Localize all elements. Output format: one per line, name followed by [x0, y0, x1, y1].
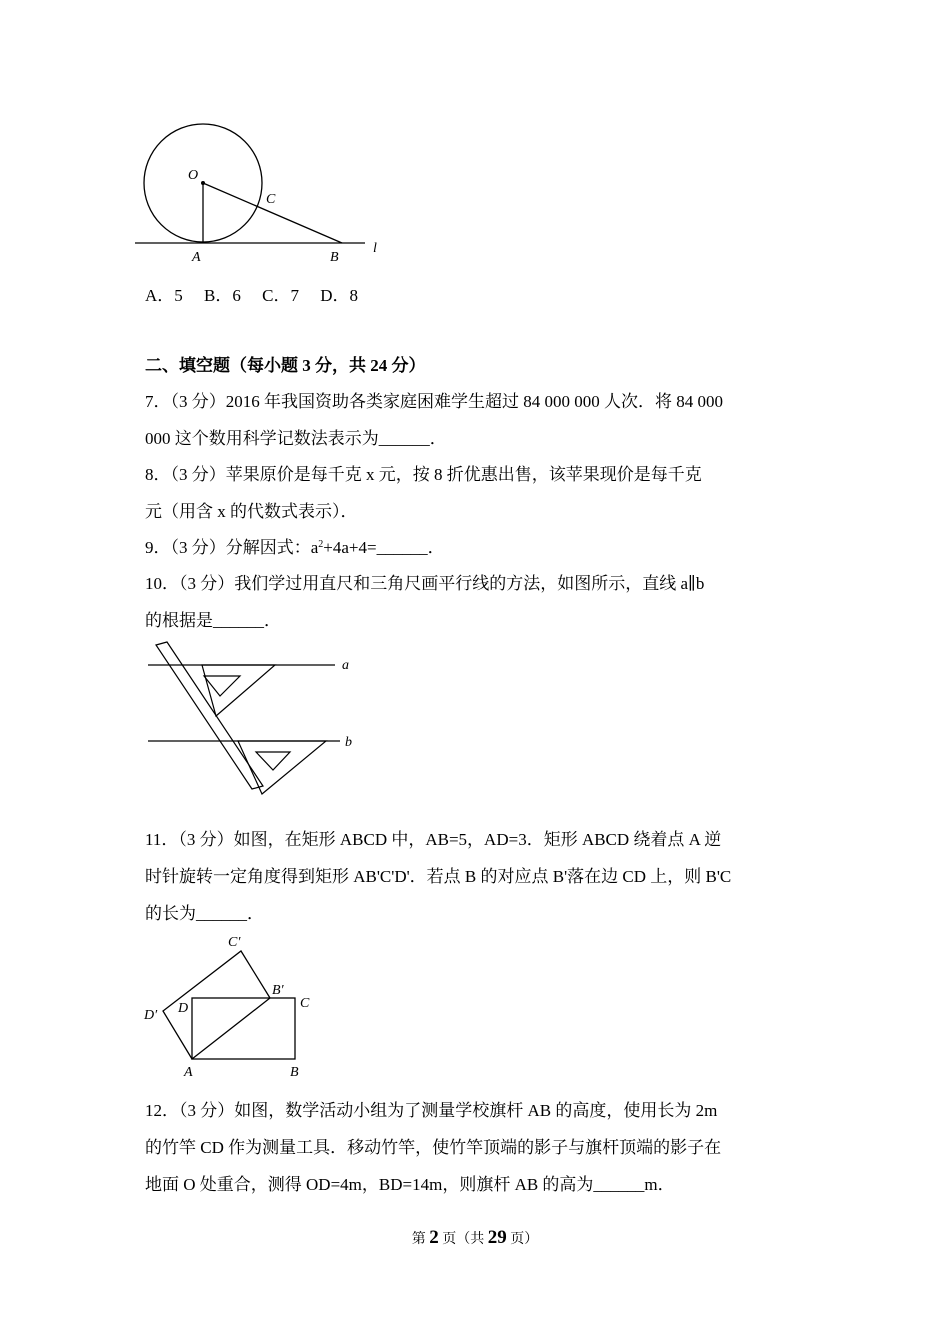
- q12-line-2: 的竹竿 CD 作为测量工具．移动竹竿，使竹竿顶端的影子与旗杆顶端的影子在: [145, 1138, 722, 1157]
- label-a: A: [184, 1065, 193, 1080]
- footer-page-number: 2: [429, 1227, 439, 1248]
- q9-prefix: 9．（3 分）分解因式：a: [145, 538, 319, 557]
- q12-line-3: 地面 O 处重合，测得 OD=4m，BD=14m，则旗杆 AB 的高为______m．: [145, 1175, 675, 1194]
- set-square-bottom-inner: [256, 752, 290, 770]
- ruler: [156, 642, 263, 789]
- page-footer: [0, 1227, 950, 1249]
- label-c: C: [266, 192, 276, 207]
- footer-total-pages: 29: [487, 1227, 507, 1248]
- q10-line-1: 10．（3 分）我们学过用直尺和三角尺画平行线的方法，如图所示，直线 a∥b: [145, 574, 705, 593]
- label-b: b: [345, 735, 352, 750]
- q11-line-1: 11．（3 分）如图，在矩形 ABCD 中，AB=5，AD=3．矩形 ABCD 绕着点 A 逆: [145, 830, 722, 849]
- q11-line-3: 的长为______．: [145, 904, 264, 923]
- label-d: D: [178, 1001, 189, 1016]
- footer-post: 页）: [510, 1232, 539, 1247]
- q9-exponent: 2: [318, 539, 324, 550]
- label-a: a: [342, 658, 349, 673]
- label-d-prime: D′: [144, 1008, 158, 1023]
- label-b-prime: B′: [272, 983, 284, 998]
- label-c: C: [300, 996, 310, 1011]
- q9-line: [145, 538, 445, 558]
- label-l: l: [373, 241, 377, 256]
- label-b: B: [290, 1065, 299, 1080]
- q10-parallel-figure: [140, 638, 370, 800]
- label-o: O: [188, 168, 199, 183]
- q7-line-2: 000 这个数用科学记数法表示为______．: [145, 429, 447, 448]
- section-heading: 二、填空题（每小题 3 分，共 24 分）: [145, 356, 426, 375]
- q8-line-2: 元（用含 x 的代数式表示）．: [145, 502, 358, 521]
- q6-circle-figure: [130, 115, 390, 270]
- footer-pre: 第: [411, 1232, 426, 1247]
- q7-line-1: 7．（3 分）2016 年我国资助各类家庭困难学生超过 84 000 000 人次．将 84 000: [145, 392, 723, 411]
- rectangle-abcd: [192, 998, 295, 1059]
- q12-line-1: 12．（3 分）如图，数学活动小组为了测量学校旗杆 AB 的高度，使用长为 2m: [145, 1101, 718, 1120]
- label-b: B: [330, 250, 339, 265]
- label-c-prime: C′: [228, 935, 241, 950]
- q11-line-2: 时针旋转一定角度得到矩形 AB'C'D'．若点 B 的对应点 B'落在边 CD 上，则 B'C: [145, 867, 732, 886]
- q11-rectangle-figure: [140, 930, 340, 1082]
- footer-mid: 页（共: [442, 1232, 485, 1247]
- set-square-top: [202, 665, 275, 716]
- q10-line-2: 的根据是______．: [145, 611, 281, 630]
- center-point-o: [201, 181, 205, 185]
- label-a: A: [192, 250, 201, 265]
- q6-options: A．5 B．6 C．7 D．8: [145, 286, 358, 305]
- q9-suffix: +4a+4=______．: [323, 538, 445, 557]
- q8-line-1: 8．（3 分）苹果原价是每千克 x 元，按 8 折优惠出售，该苹果现价是每千克: [145, 465, 702, 484]
